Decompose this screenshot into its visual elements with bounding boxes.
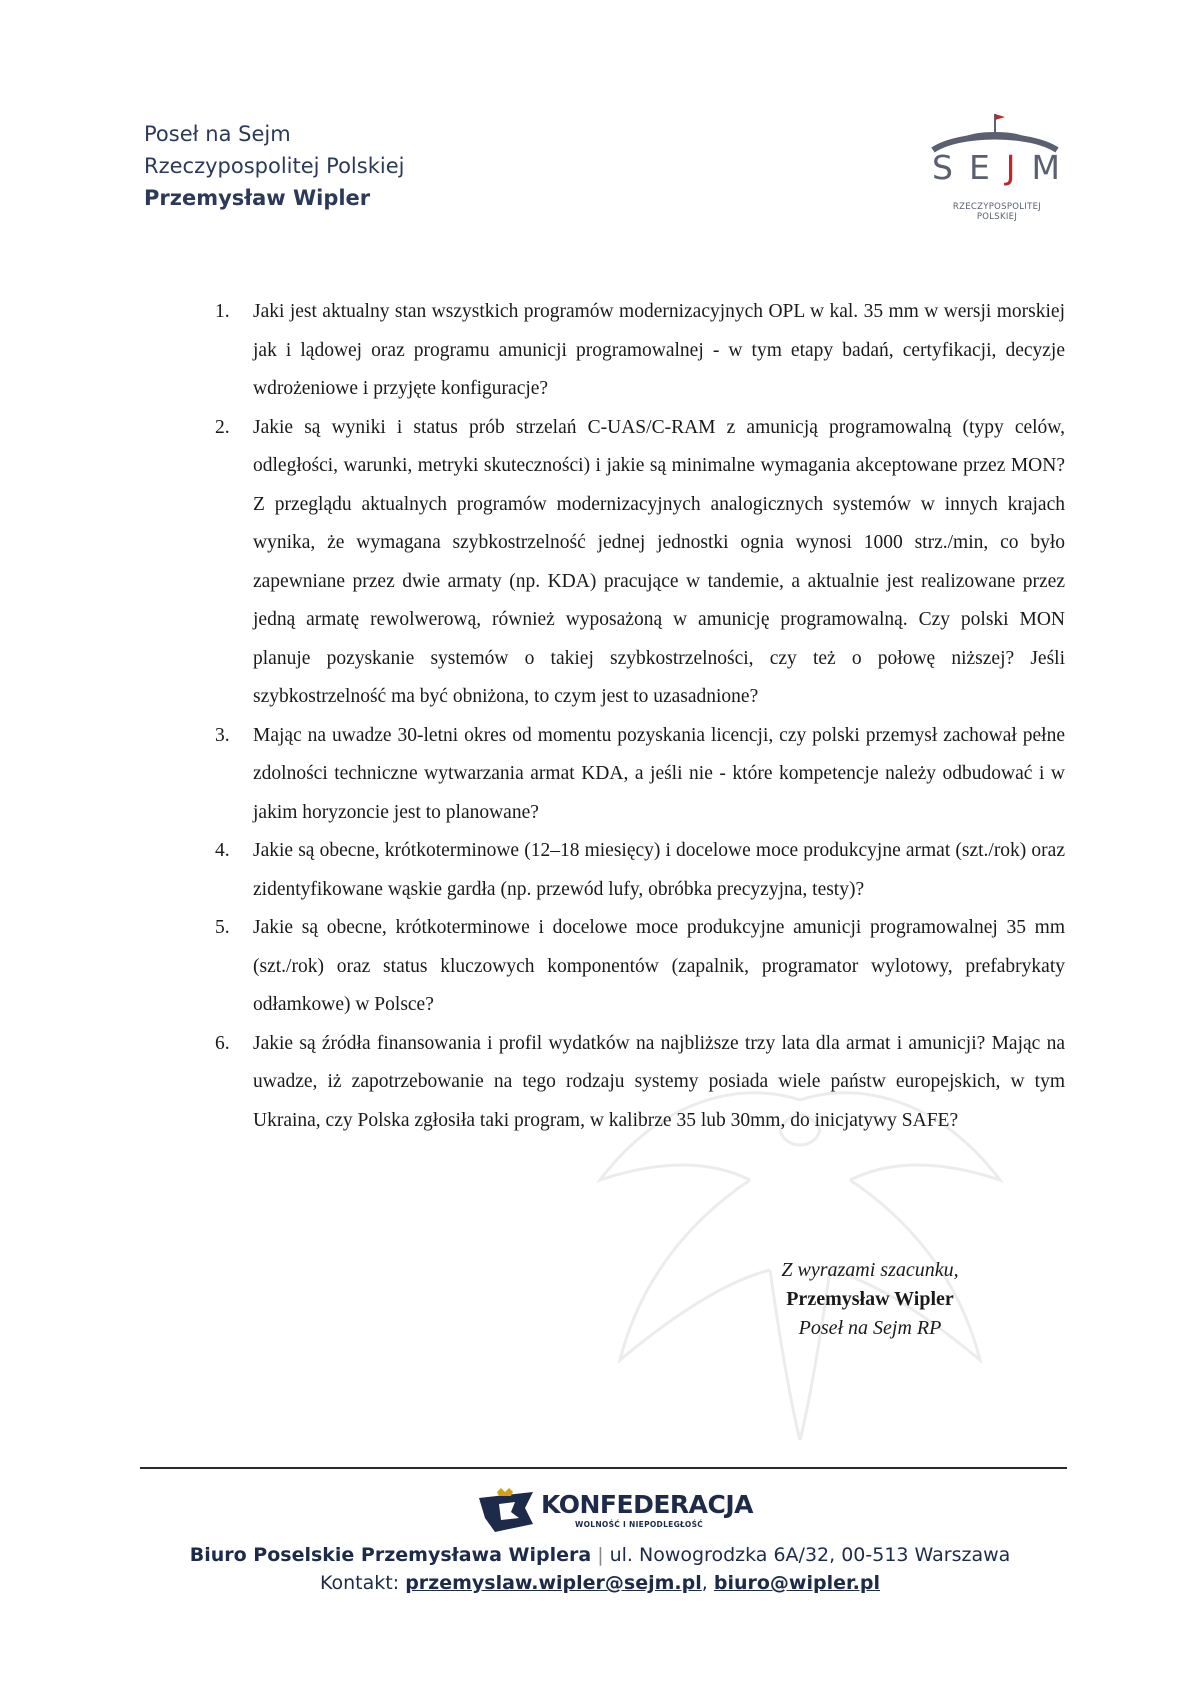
item-text: Jakie są obecne, krótkoterminowe (12–18 miesięcy) i docelowe moce produkcyjne armat (szt./rok) oraz zidentyfikowane wąskie gardła (np. przewód lufy, obróbka precyzyjna, testy)? <box>253 840 1065 900</box>
item-number: 1. <box>215 301 230 322</box>
konfederacja-wordmark: KONFEDERACJA <box>541 1490 754 1519</box>
item-text: Jaki jest aktualny stan wszystkich programów modernizacyjnych OPL w kal. 35 mm w wersji morskiej jak i lądowej oraz programu amunicji programowalnej - w tym etapy badań, certyfikacji, decyzje wdrożeniowe i przyjęte konfiguracje? <box>253 301 1065 399</box>
office-street: ul. Nowogrodzka 6A/32, 00-513 Warszawa <box>609 1544 1011 1566</box>
sender-header <box>144 118 404 214</box>
office-address <box>0 1544 1200 1566</box>
item-number: 2. <box>215 416 230 438</box>
item-number: 4. <box>215 840 230 861</box>
list-item <box>215 1025 1065 1141</box>
item-number: 6. <box>215 1032 230 1054</box>
list-item <box>215 293 1065 409</box>
contact-label: Kontakt: <box>320 1572 400 1594</box>
email-link-biuro[interactable]: biuro@wipler.pl <box>713 1572 880 1594</box>
item-number: 3. <box>215 724 230 746</box>
footer-divider <box>140 1467 1067 1469</box>
header-line-1: Poseł na Sejm <box>144 122 291 146</box>
closing-name: Przemysław Wipler <box>786 1288 954 1310</box>
header-line-2: Rzeczypospolitej Polskiej <box>144 154 405 178</box>
sejm-letter-s: S <box>932 148 953 187</box>
contact-line <box>0 1572 1200 1594</box>
item-number: 5. <box>215 917 230 938</box>
closing-title: Poseł na Sejm RP <box>798 1317 942 1339</box>
email-link-sejm[interactable]: przemyslaw.wipler@sejm.pl <box>405 1572 702 1594</box>
sejm-letter-m: M <box>1031 148 1060 187</box>
list-item <box>215 832 1065 909</box>
konfederacja-subtitle: WOLNOŚĆ I NIEPODLEGŁOŚĆ <box>575 1520 704 1529</box>
question-list <box>215 293 1065 1140</box>
sejm-letters <box>932 148 1060 187</box>
address-separator: | <box>597 1544 604 1566</box>
closing-greeting: Z wyrazami szacunku, <box>781 1259 959 1281</box>
sejm-letter-e: E <box>968 148 990 187</box>
header-name: Przemysław Wipler <box>144 186 371 210</box>
list-item <box>215 909 1065 1025</box>
item-text: Mając na uwadze 30-letni okres od momentu pozyskania licencji, czy polski przemysł zachował pełne zdolności techniczne wytwarzania armat KDA, a jeśli nie - które kompetencje należy odbudować i w jakim horyzoncie jest to planowane? <box>253 724 1065 823</box>
list-item <box>215 409 1065 717</box>
konfederacja-logo <box>475 1488 754 1536</box>
item-text: Jakie są wyniki i status prób strzelań C-UAS/C-RAM z amunicją programowalną (typy celów, odległości, warunki, metryki skuteczności) i jakie są minimalne wymagania akceptowane przez MON? Z przeglądu aktualnych programów modernizacyjnych analogicznych systemów w innych krajach wynika, że wymagana szybkostrzelność jednej jednostki ognia wynosi 1000 strz./min, co było zapewniane przez dwie armaty (np. KDA) pracujące w tandemie, a aktualnie jest realizowane przez jedną armatę rewolwerową, również wyposażoną w amunicję programowalną. Czy polski MON planuje pozyskanie systemów o takiej szybkostrzelności, czy też o połowę niższej? Jeśli szybkostrzelność ma być obniżona, to czym jest to uzasadnione? <box>253 416 1065 707</box>
office-name: Biuro Poselskie Przemysława Wiplera <box>189 1544 592 1566</box>
list-item <box>215 717 1065 833</box>
sejm-logo <box>925 110 1065 222</box>
item-text: Jakie są źródła finansowania i profil wydatków na najbliższe trzy lata dla armat i amunicji? Mając na uwadze, iż zapotrzebowanie na tego rodzaju systemy posiada wiele państw europejskich, w tym Ukraina, czy Polska zgłosiła taki program, w kalibrze 35 lub 30mm, do inicjatywy SAFE? <box>253 1032 1065 1131</box>
sejm-subtitle: RZECZYPOSPOLITEJ POLSKIEJ <box>952 202 1042 222</box>
item-text: Jakie są obecne, krótkoterminowe i docelowe moce produkcyjne amunicji programowalnej 35 mm (szt./rok) oraz status kluczowych komponentów (zapalnik, programator wylotowy, prefabrykaty odłamkowe) w Polsce? <box>253 917 1065 1015</box>
sejm-letter-j: J <box>1005 148 1016 187</box>
email-comma: , <box>701 1572 708 1594</box>
crowned-eagle-icon <box>475 1488 537 1536</box>
closing-signature <box>720 1256 1020 1343</box>
